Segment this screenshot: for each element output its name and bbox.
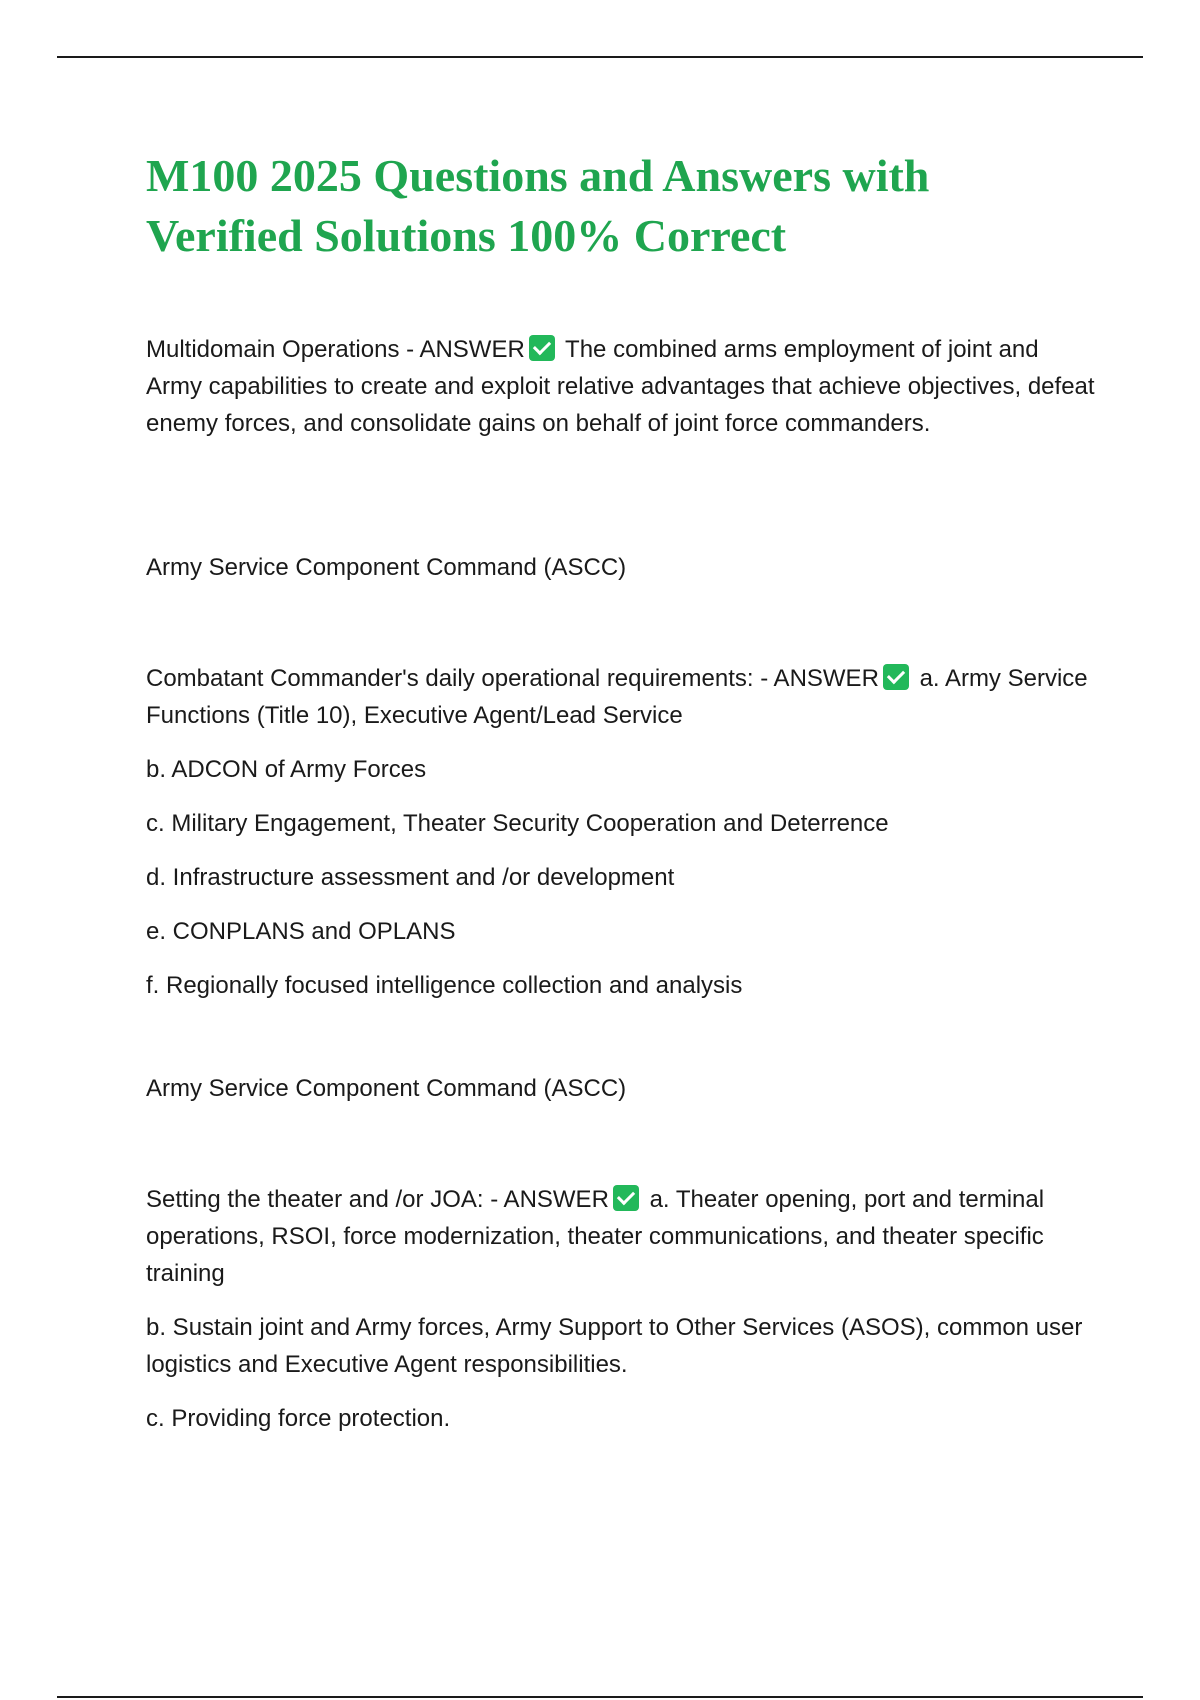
- top-rule: [57, 56, 1143, 58]
- document-title: M100 2025 Questions and Answers with Verified Solutions 100% Correct: [146, 150, 930, 261]
- qa-daily-operational-requirements: [146, 660, 1096, 1004]
- question-term: Multidomain Operations: [146, 336, 400, 363]
- answer-item: d. Infrastructure assessment and /or development: [146, 864, 675, 891]
- question-term: Setting the theater and /or JOA:: [146, 1186, 484, 1213]
- bottom-rule: [57, 1696, 1143, 1698]
- question-term: Combatant Commander's daily operational requirements:: [146, 665, 754, 692]
- check-mark-icon: [613, 1185, 639, 1211]
- answer-item: b. Sustain joint and Army forces, Army Support to Other Services (ASOS), common user logistics and Executive Agent responsibilities.: [146, 1314, 1083, 1378]
- answer-item: a. Army Service Functions (Title 10), Executive Agent/Lead Service: [146, 665, 1088, 729]
- answer-item: e. CONPLANS and OPLANS: [146, 918, 456, 945]
- check-mark-icon: [529, 335, 555, 361]
- answer-item: f. Regionally focused intelligence collection and analysis: [146, 972, 743, 999]
- answer-marker: - ANSWER: [406, 336, 525, 363]
- answer-text: The combined arms employment of joint and Army capabilities to create and exploit relative advantages that achieve objectives, defeat enemy forces, and consolidate gains on behalf of joint force commanders.: [146, 336, 1095, 437]
- section-heading: Army Service Component Command (ASCC): [146, 554, 627, 581]
- answer-marker: - ANSWER: [760, 665, 879, 692]
- answer-item: c. Providing force protection.: [146, 1405, 451, 1432]
- qa-multidomain-operations: [146, 331, 1096, 442]
- qa-setting-the-theater: [146, 1181, 1096, 1437]
- answer-item: b. ADCON of Army Forces: [146, 756, 427, 783]
- answer-item: a. Theater opening, port and terminal operations, RSOI, force modernization, theater communications, and theater specific training: [146, 1186, 1045, 1287]
- answer-item: c. Military Engagement, Theater Security Cooperation and Deterrence: [146, 810, 889, 837]
- answer-marker: - ANSWER: [490, 1186, 609, 1213]
- check-mark-icon: [883, 664, 909, 690]
- section-heading: Army Service Component Command (ASCC): [146, 1075, 627, 1102]
